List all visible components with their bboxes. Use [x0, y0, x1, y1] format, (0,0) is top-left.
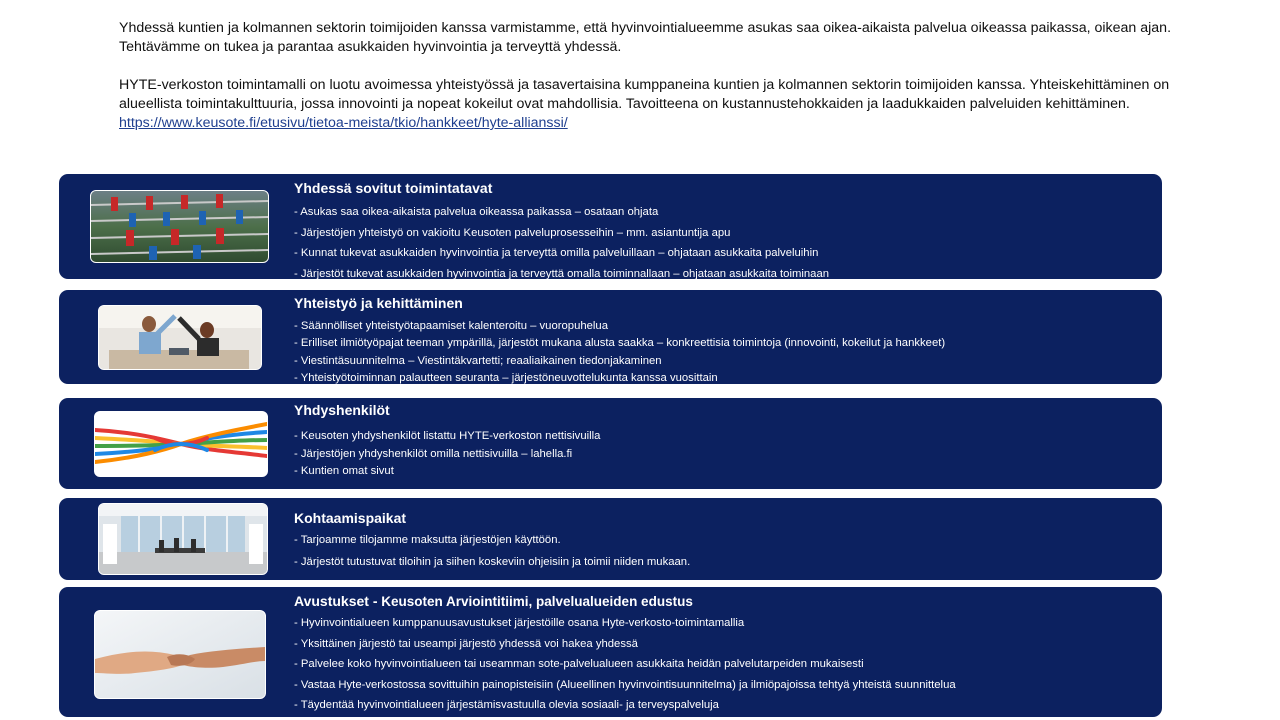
panel-content [294, 592, 1152, 716]
list-item: - Yhteistyötoiminnan palautteen seuranta – järjestöneuvottelukunta kanssa vuosittain [294, 371, 718, 384]
list-item: - Järjestöt tukevat asukkaiden hyvinvointia ja terveyttä omalla toiminnallaan – ohjataan asukkaita toiminaan [294, 267, 830, 280]
intro-paragraph-2 [119, 76, 1219, 133]
hyte-allianssi-link[interactable]: https://www.keusote.fi/etusivu/tietoa-meista/tkio/hankkeet/hyte-allianssi/ [119, 115, 568, 131]
panel-content [294, 179, 1152, 284]
panel-list [294, 202, 1152, 284]
panel-list [294, 318, 1152, 387]
panel-yhdessa-sovitut-toimintatavat [59, 174, 1162, 279]
list-item: - Kuntien omat sivut [294, 465, 394, 477]
list-item: - Vastaa Hyte-verkostossa sovittuihin painopisteisiin (Alueellinen hyvinvointisuunnitelma) ja ilmiöpajoissa tehtyä yhteistä suunnittelua [294, 678, 956, 691]
intro-paragraph-1: Yhdessä kuntien ja kolmannen sektorin toimijoiden kanssa varmistamme, että hyvinvointialueemme asukas saa oikea-aikaista palvelua oikeassa paikassa, oikean ajan. Tehtävämme on tukea ja parantaa asukkaiden hyvinvointia ja terveyttä yhdessä. [119, 20, 1172, 55]
panel-list [294, 530, 1152, 573]
list-item: - Yksittäinen järjestö tai useampi järjestö yhdessä voi hakea yhdessä [294, 637, 638, 650]
list-item: - Täydentää hyvinvointialueen järjestämisvastuulla olevia sosiaali- ja terveyspalveluja [294, 699, 719, 711]
panel-avustukset [59, 587, 1162, 717]
panel-title-main: Avustukset - [294, 593, 378, 609]
list-item: - Palvelee koko hyvinvointialueen tai useamman sote-palvelualueen asukkaita heidän palvelutarpeiden mukaisesti [294, 658, 864, 670]
list-item: - Järjestöjen yhdyshenkilöt omilla nettisivuilla – lahella.fi [294, 447, 573, 460]
foosball-table-image [90, 190, 269, 263]
intro-text [119, 19, 1219, 133]
list-item: - Järjestöt tutustuvat tiloihin ja siihen koskeviin ohjeisiin ja toimii niiden mukaan. [294, 555, 691, 568]
list-item: - Erilliset ilmiötyöpajat teeman ympärillä, järjestöt mukana alusta saakka – konkreettisia toimintoja (innovointi, kokeilut ja hankkeet) [294, 337, 946, 350]
panel-content [294, 294, 1152, 387]
panel-title: Yhteistyö ja kehittäminen [294, 295, 463, 311]
list-item: - Kunnat tukevat asukkaiden hyvinvointia ja terveyttä omilla palveluillaan – ohjataan asukkaita palveluihin [294, 247, 819, 259]
handshake-image [94, 610, 266, 699]
list-item: - Hyvinvointialueen kumppanuusavustukset järjestöille osana Hyte-verkosto-toimintamallia [294, 617, 745, 629]
high-five-office-image [98, 305, 262, 370]
list-item: - Keusoten yhdyshenkilöt listattu HYTE-verkoston nettisivuilla [294, 430, 601, 442]
panel-kohtaamispaikat [59, 498, 1162, 580]
list-item: - Säännölliset yhteistyötapaamiset kalenteroitu – vuoropuhelua [294, 320, 608, 332]
panel-title: Yhdessä sovitut toimintatavat [294, 180, 493, 196]
panel-yhdyshenkilot [59, 398, 1162, 489]
list-item: - Tarjoamme tilojamme maksutta järjestöjen käyttöön. [294, 534, 561, 546]
intro-paragraph-2-text: HYTE-verkoston toimintamalli on luotu avoimessa yhteistyössä ja tasavertaisina kumppaneina kuntien ja kolmannen sektorin toimijoiden kanssa. Yhteiskehittäminen on alueellista toimintakulttuuria, jossa innovointi ja nopeat kokeilut ovat mahdollisia. Tavoitteena on kustannustehokkaiden ja laadukkaiden palveluiden kehittäminen. [119, 77, 1170, 112]
panel-content [294, 401, 1152, 481]
panel-title: Yhdyshenkilöt [294, 402, 390, 418]
panel-content [294, 509, 1152, 573]
list-item: - Asukas saa oikea-aikaista palvelua oikeassa paikassa – osataan ohjata [294, 206, 659, 218]
list-item: - Viestintäsuunnitelma – Viestintäkvartetti; reaaliaikainen tiedonjakaminen [294, 354, 662, 367]
panel-title [294, 592, 1152, 611]
braided-ropes-image [94, 411, 268, 477]
panel-title: Kohtaamispaikat [294, 510, 407, 526]
panel-title-sub: Keusoten Arviointitiimi, palvelualueiden edustus [377, 594, 693, 609]
list-item: - Järjestöjen yhteistyö on vakioitu Keusoten palveluprosesseihin – mm. asiantuntija apu [294, 226, 731, 239]
panel-list [294, 428, 1152, 481]
panel-list [294, 613, 1152, 716]
panel-yhteistyo-ja-kehittaminen [59, 290, 1162, 384]
meeting-space-image [98, 503, 268, 575]
